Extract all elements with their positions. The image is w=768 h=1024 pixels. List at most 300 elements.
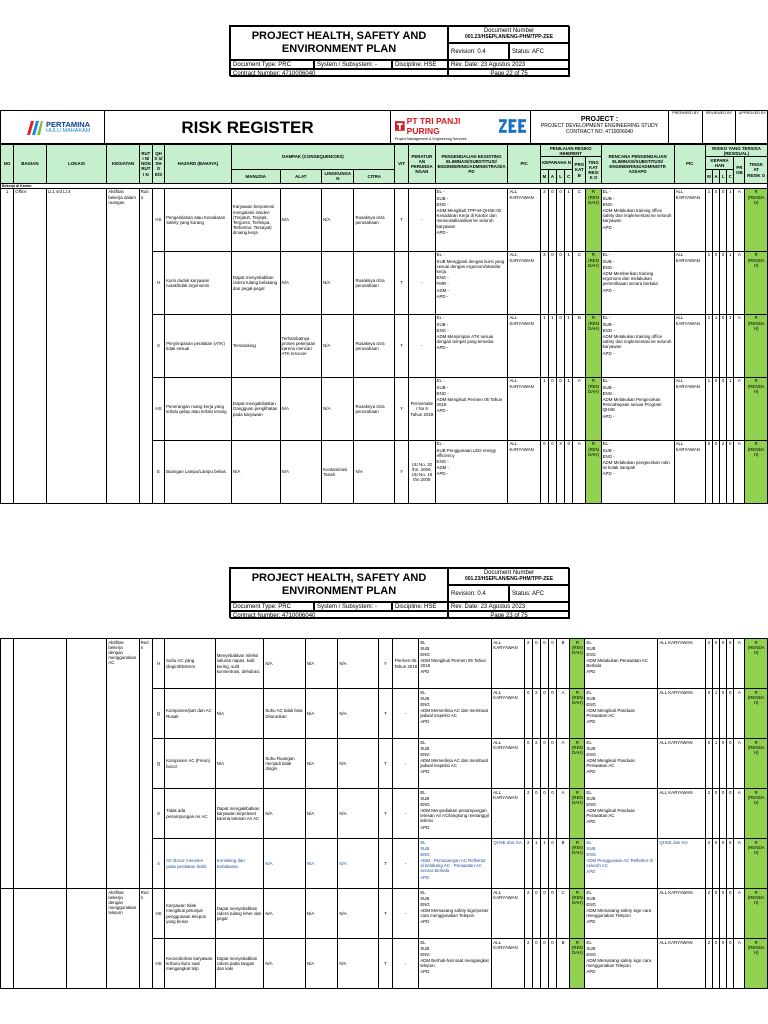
contract-number: Contract Number: 4710006040	[230, 611, 448, 620]
cell-pengendalian-line: SUB	[420, 895, 430, 901]
cell-risk-level: R (RENDAH)	[570, 689, 585, 739]
cell-residual-rp: A	[734, 188, 745, 251]
cell-rencana-line: EL	[586, 839, 592, 845]
cell-score-p: A	[557, 689, 570, 739]
cell-rencana	[585, 939, 658, 989]
cell-manusia: Dapat mengakibatkan Gangguan penglihatan pada karyawan	[231, 377, 280, 440]
col-rm: M	[705, 169, 712, 183]
contractor-logo	[391, 111, 531, 145]
discipline: Discipline: HSE	[392, 602, 448, 611]
cell-residual-level: R (RENDAH)	[745, 939, 768, 989]
cell-rencana-line: APD	[586, 969, 596, 975]
cell-qhse: HS	[152, 939, 164, 989]
cell-lingkungan: N/A	[305, 689, 337, 739]
pertamina-logo	[1, 111, 105, 145]
cell-qhse: H	[152, 251, 164, 314]
cell-residual-rm: 2	[705, 639, 712, 689]
cell-peraturan: -	[409, 188, 435, 251]
cell-rencana-line: ADM Memasang safety sign cara menggunakan Telepon	[586, 908, 652, 919]
project-info	[531, 111, 669, 145]
risk-row	[1, 639, 768, 689]
cell-pengendalian-line: APD -	[436, 471, 449, 477]
cell-pengendalian	[419, 739, 492, 789]
cell-pengendalian-line: EL	[420, 939, 426, 945]
cell-score-a: 0	[532, 789, 540, 839]
cell-residual-ra: 1	[713, 689, 720, 739]
col-lingkungan: LINGKUNGA N	[322, 169, 354, 183]
cell-lingkungan: N/A	[305, 739, 337, 789]
cell-score-l: 0	[557, 314, 565, 377]
cell-pic2: ALL KARYAWAN	[674, 251, 705, 314]
cell-rencana-line: APD -	[602, 350, 615, 356]
cell-vit: T	[378, 939, 392, 989]
cell-alat: N/A	[264, 789, 306, 839]
risk-table-page-22	[0, 144, 768, 504]
cell-rencana	[601, 251, 674, 314]
cell-score-p: A	[557, 739, 570, 789]
cell-pengendalian-line: APD	[420, 919, 430, 925]
doc-number: 001.23/HSEPLAN/ENG-PHM/TPP-ZEE	[464, 575, 554, 582]
doc-type: Document Type: PRC	[230, 602, 314, 611]
cell-residual-rp: A	[734, 889, 745, 939]
cell-score-c: 1	[565, 251, 573, 314]
cell-lokasi: Lt.1 s/d Lt.4	[46, 188, 107, 503]
cell-score-l: 0	[557, 377, 565, 440]
cell-score-a: 2	[532, 739, 540, 789]
cell-residual-ra: 0	[713, 789, 720, 839]
cell-manusia: Dapat menyebabkan cidera tulang leher dan pegal	[215, 889, 264, 939]
col-manusia: MANUSIA	[231, 169, 280, 183]
doc-type: Document Type: PRC	[230, 60, 314, 69]
cell-manusia: Karyawan berpotensi mengalami insiden (Terjatuh, Terjepit, Tergores, Tertimpa, Terbentur, Tersayat) dinaing kerja	[231, 188, 280, 251]
register-banner	[0, 110, 768, 144]
cell-pengendalian	[419, 839, 492, 889]
col-rencana: RENCANA PENGENDALIAN ELIMINASI/SUBSTITUSI/ ENGINEERING/ADMINISTR ASI/APD	[601, 145, 674, 184]
cell-rencana-line: ENG -	[602, 390, 615, 396]
cell-kegiatan: Aktifitas bekerja dalam ruangan	[107, 188, 139, 503]
cell-pengendalian-line: ADM - Pemasangan AC Reflektor di belakang AC - Perawatan AC secara berkala	[420, 858, 486, 874]
cell-residual-ra: 0	[713, 440, 720, 503]
cell-risk-level: R (RENDAH)	[570, 639, 585, 689]
cell-residual-rl: 0	[720, 889, 727, 939]
doc-header-page-23	[229, 567, 569, 618]
cell-rencana	[585, 639, 658, 689]
cell-peraturan: -	[393, 839, 419, 889]
col-a: A	[548, 169, 556, 183]
cell-score-p: A	[573, 377, 586, 440]
cell-no	[1, 639, 14, 889]
cell-pengendalian-line: ADM Mengikuti TPP-M-QHSE-02 Kesadaran Kerja di Kantor dan mensosialisasikan ke seluruh karyawan	[436, 208, 502, 229]
cell-risk-level: R (RENDAH)	[586, 188, 601, 251]
contractor-sub: Project Management & Engineering Services	[395, 137, 467, 141]
cell-rencana	[601, 377, 674, 440]
cell-residual-rc: 0	[727, 939, 734, 989]
cell-residual-rc: 1	[727, 314, 734, 377]
cell-score-l: 0	[540, 689, 548, 739]
col-ra: A	[713, 169, 720, 183]
cell-score-c: 1	[565, 188, 573, 251]
cell-pic2: ALL KARYAWAN	[658, 739, 706, 789]
cell-peraturan: -	[393, 939, 419, 989]
col-peraturan: PERATUR AN PERUNDA NGAN	[409, 145, 435, 184]
cell-lingkungan: N/A	[322, 251, 354, 314]
col-m: M	[540, 169, 548, 183]
cell-qhse: S	[152, 839, 164, 889]
approved-by: APPROVED BY	[738, 111, 767, 115]
cell-residual-rl: 0	[720, 251, 727, 314]
cell-rencana-line: ADM Melakukan training office safety dan implementasi ke seluruh karyawan	[602, 208, 672, 224]
cell-rencana-line: ADM Mengikuti Panduan Perawatan AC	[586, 808, 635, 819]
cell-residual-level: R (RENDAH)	[745, 314, 768, 377]
cell-residual-rl: 0	[720, 739, 727, 789]
cell-hazard: Buangan Lampu/Lampu bekas	[165, 440, 232, 503]
pertamina-icon	[25, 121, 43, 135]
cell-pengendalian-line: ENG	[420, 701, 430, 707]
discipline: Discipline: HSE	[392, 60, 448, 69]
cell-rencana-line: ENG -	[602, 201, 615, 207]
cell-hazard: Suhu AC yang dingin/Ekstrem	[165, 639, 216, 689]
cell-score-m: 2	[524, 939, 532, 989]
cell-residual-level: R (RENDAH)	[745, 839, 768, 889]
cell-pengendalian	[435, 251, 508, 314]
cell-score-l: 0	[540, 889, 548, 939]
cell-rencana-line: EL -	[602, 378, 611, 384]
cell-vit: Y	[395, 440, 409, 503]
risk-rows-page-23	[1, 639, 768, 989]
cell-rutin: Rutin	[139, 188, 152, 503]
cell-manusia: Dapat mengakibatkan karyawan terpeleset karena tetesan Air AC	[215, 789, 264, 839]
cell-pengendalian-line: ADM Menyimpan ATK sesuai dengan tempat yang tersedia	[436, 334, 494, 345]
col-penilaian: PENILAIAN RESIKO INHERENT	[540, 145, 601, 157]
cell-rencana-line: APD -	[602, 471, 615, 477]
col-keparahan: KEPARAHA N	[540, 157, 572, 169]
cell-residual-rm: 1	[705, 188, 712, 251]
cell-score-c: 0	[548, 889, 556, 939]
cell-score-p: A	[573, 440, 586, 503]
cell-rencana-line: SUB -	[602, 195, 615, 201]
cell-pengendalian-line: ENG	[420, 751, 430, 757]
cell-rencana-line: ADM Melakukan pengecekan rutin isi kotak sampah	[602, 460, 670, 471]
cell-residual-ra: 0	[713, 639, 720, 689]
cell-bagian	[14, 889, 67, 989]
cell-rencana-line: ENG	[586, 651, 596, 657]
cell-citra: N/A	[338, 739, 379, 789]
risk-table-page-23	[0, 638, 768, 989]
cell-residual-level: R (RENDAH)	[745, 440, 768, 503]
cell-residual-rp: A	[734, 839, 745, 889]
cell-pic: ALL KARYAWAN	[492, 689, 524, 739]
cell-residual-rm: 1	[705, 314, 712, 377]
cell-residual-rl: 0	[720, 639, 727, 689]
cell-score-c: 0	[548, 689, 556, 739]
cell-score-c: 0	[548, 639, 556, 689]
cell-residual-rc: 0	[727, 789, 734, 839]
cell-score-a: 0	[532, 639, 540, 689]
cell-pic2: ALL KARYAWAN	[674, 440, 705, 503]
cell-score-l: 3	[557, 440, 565, 503]
cell-score-a: 2	[532, 689, 540, 739]
cell-alat: Terhambatnya proses pekerjaan karena mencari ATK tercecer	[280, 314, 322, 377]
cell-rencana	[601, 440, 674, 503]
cell-vit: T	[378, 689, 392, 739]
doc-number-label: Document Number	[483, 28, 535, 34]
cell-pengendalian	[435, 188, 508, 251]
cell-score-c: 0	[548, 839, 556, 889]
cell-score-l: 1	[540, 839, 548, 889]
cell-score-a: 1	[548, 314, 556, 377]
cell-residual-ra: 0	[713, 889, 720, 939]
cell-lingkungan: N/A	[322, 188, 354, 251]
cell-pengendalian-line: ENG -	[436, 201, 449, 207]
cell-peraturan: -	[393, 739, 419, 789]
doc-number: 001.23/HSEPLAN/ENG-PHM/TPP-ZEE	[464, 33, 554, 40]
cell-score-a: 0	[548, 251, 556, 314]
cell-pengendalian-line: APD -	[436, 229, 449, 235]
cell-rencana-line: APD -	[602, 224, 615, 230]
cell-residual-rm: 2	[705, 839, 712, 889]
cell-rencana-line: SUB -	[602, 384, 615, 390]
cell-pengendalian	[419, 939, 492, 989]
contract-number: Contract Number: 4710006040	[230, 69, 448, 78]
cell-pengendalian-line: APD	[420, 874, 430, 880]
cell-rencana-line: EL -	[602, 252, 611, 258]
cell-pengendalian-line: ENG -	[436, 390, 449, 396]
cell-pic: ALL KARYAWAN	[508, 314, 540, 377]
cell-residual-rc: 1	[727, 188, 734, 251]
cell-no	[1, 889, 14, 989]
risk-row	[1, 188, 768, 251]
cell-residual-ra: 0	[713, 188, 720, 251]
cell-residual-rc: 0	[727, 440, 734, 503]
cell-rencana	[585, 839, 658, 889]
cell-lingkungan: N/A	[305, 839, 337, 889]
cell-pengendalian	[419, 639, 492, 689]
cell-citra: N/A	[338, 939, 379, 989]
cell-residual-rc: 0	[727, 689, 734, 739]
cell-rencana-line: APD	[586, 769, 596, 775]
cell-score-m: 2	[524, 639, 532, 689]
project-label: PROJECT :	[580, 116, 619, 123]
doc-number-label: Document Number	[483, 570, 535, 576]
col-residual: RISIKO YANG TERSISA (RESIDUAL)	[705, 145, 767, 157]
cell-rencana-line: ENG	[586, 751, 596, 757]
cell-rencana-line: ENG -	[602, 453, 615, 459]
rev-date: Rev. Date: 23 Agustus 2023	[448, 60, 570, 69]
cell-residual-rl: 0	[720, 839, 727, 889]
cell-pic: QHSE dan GA	[492, 839, 524, 889]
cell-rencana-line: EL	[586, 939, 592, 945]
cell-score-c: 1	[565, 377, 573, 440]
col-rutin: RUTI N/ NON RUTI N	[139, 145, 152, 184]
cell-residual-rm: 2	[705, 789, 712, 839]
cell-score-m: 1	[540, 314, 548, 377]
cell-citra: N/A	[338, 789, 379, 839]
col-tingkat: TING KAT RESIK O	[586, 157, 601, 183]
cell-score-l: 0	[540, 939, 548, 989]
cell-pengendalian-line: APD	[420, 969, 430, 975]
col-pic: PIC	[508, 145, 540, 184]
cell-citra: Rusaknya citra perusahaan	[354, 314, 395, 377]
cell-residual-rm: 0	[705, 689, 712, 739]
col-bagian: BAGIAN	[14, 145, 46, 184]
project-name: PROJECT DEVELOPMENT ENGINEERING STUDY	[540, 123, 659, 129]
cell-residual-rl: 0	[720, 939, 727, 989]
cell-pengendalian-line: ADM Mengikuti Permen 05 Tahun 2018	[420, 658, 486, 669]
cell-score-p: B	[557, 939, 570, 989]
cell-pengendalian-line: SUB	[420, 695, 430, 701]
cell-score-c: 0	[548, 739, 556, 789]
cell-residual-rl: 0	[720, 188, 727, 251]
col-keparahan2: KEPARA HAN	[705, 157, 733, 169]
cell-residual-rm: 0	[705, 739, 712, 789]
risk-row	[1, 889, 768, 939]
cell-pengendalian-line: ADM Memeriksa AC dan membuat jadwal inspeksi AC	[420, 758, 488, 769]
cell-pengendalian-line: ENG -	[436, 275, 449, 281]
cell-residual-level: R (RENDAH)	[745, 889, 768, 939]
cell-qhse: HS	[152, 377, 164, 440]
cell-rencana-line: EL	[586, 689, 592, 695]
cell-pic: ALL KARYAWAN	[492, 939, 524, 989]
cell-rencana-line: APD	[586, 669, 596, 675]
col-rl: L	[720, 169, 727, 183]
cell-residual-rp: A	[734, 440, 745, 503]
cell-score-c: 0	[565, 440, 573, 503]
cell-qhse: Q	[152, 739, 164, 789]
cell-residual-rm: 0	[705, 440, 712, 503]
cell-qhse: Q	[152, 689, 164, 739]
cell-score-p: A	[557, 789, 570, 839]
cell-pengendalian-line: EL	[420, 639, 426, 645]
cell-risk-level: R (RENDAH)	[570, 939, 585, 989]
cell-residual-rl: 0	[720, 314, 727, 377]
cell-pengendalian-line: SUB	[420, 645, 430, 651]
cell-pic: ALL KARYAWAN	[492, 639, 524, 689]
cell-rencana-line: SUB	[586, 795, 596, 801]
cell-score-m: 1	[540, 377, 548, 440]
cell-manusia: N/A	[231, 440, 280, 503]
cell-vit: Y	[395, 377, 409, 440]
cell-residual-level: R (RENDAH)	[745, 639, 768, 689]
cell-pengendalian-line: EL	[420, 789, 426, 795]
cell-qhse: HS	[152, 188, 164, 251]
cell-risk-level: R (RENDAH)	[586, 377, 601, 440]
cell-risk-level: R (RENDAH)	[570, 889, 585, 939]
cell-rencana-line: APD	[586, 869, 596, 875]
system: System / Subsystem: -	[314, 60, 392, 69]
cell-kegiatan: Aktifitas bekerja dengan menggunakan telepon	[107, 889, 139, 989]
cell-peraturan: -	[409, 251, 435, 314]
cell-vit: T	[395, 314, 409, 377]
cell-residual-rm: 1	[705, 377, 712, 440]
cell-rencana-line: APD -	[602, 287, 615, 293]
cell-rencana-line: SUB	[586, 895, 596, 901]
cell-residual-ra: 1	[713, 739, 720, 789]
cell-qhse: S	[152, 789, 164, 839]
cell-rencana-line: ADM Mengikuti Panduan Perawatan AC	[586, 708, 635, 719]
status: Status: AFC	[509, 43, 570, 60]
cell-pengendalian-line: APD -	[436, 408, 449, 414]
cell-risk-level: R (RENDAH)	[570, 839, 585, 889]
cell-score-m: 2	[524, 789, 532, 839]
cell-pengendalian-line: APD -	[436, 345, 449, 351]
cell-hazard: Kursi duduk karyawan rusak/tidak ergonomis	[165, 251, 232, 314]
reviewed-by: REVIEWED BY	[703, 111, 736, 145]
cell-vit: T	[395, 188, 409, 251]
cell-residual-rp: A	[734, 377, 745, 440]
cell-residual-ra: 0	[713, 377, 720, 440]
cell-pengendalian-line: ENG	[420, 651, 430, 657]
cell-score-l: 0	[540, 639, 548, 689]
cell-citra: N/A	[338, 889, 379, 939]
col-dampak: DAMPAK (CONSEQUENCIES)	[231, 145, 394, 170]
cell-qhse: E	[152, 440, 164, 503]
risk-register-page-23	[0, 638, 768, 1024]
cell-pengendalian-line: EL	[420, 889, 426, 895]
cell-pengendalian-line: FMR -	[436, 281, 449, 287]
cell-peraturan: -	[393, 789, 419, 839]
cell-residual-rc: 1	[727, 251, 734, 314]
cell-citra: Rusaknya citra perusahaan	[354, 251, 395, 314]
col-citra: CITRA	[354, 169, 395, 183]
cell-pic2: ALL KARYAWAN	[658, 889, 706, 939]
cell-citra: Rusaknya citra perusahaan	[354, 377, 395, 440]
cell-residual-rl: 2	[720, 440, 727, 503]
status: Status: AFC	[509, 585, 570, 602]
cell-citra: N/A	[338, 639, 379, 689]
col-prob: PRO KAT B	[573, 157, 586, 183]
cell-residual-rl: 0	[720, 377, 727, 440]
cell-pengendalian-line: ADM Mengikuti Permen 05 Tahun 2018	[436, 397, 503, 408]
cell-rencana-line: APD	[586, 819, 596, 825]
cell-rencana	[585, 739, 658, 789]
cell-residual-rc: 0	[727, 639, 734, 689]
cell-rencana-line: ADM Memasang safety sign cara menggunakan Telepon	[586, 958, 652, 969]
cell-alat: N/A	[280, 188, 322, 251]
cell-rencana-line: APD -	[602, 413, 615, 419]
cell-rencana-line: APD	[586, 919, 596, 925]
cell-pengendalian	[419, 889, 492, 939]
cell-rencana-line: EL	[586, 889, 592, 895]
cell-pengendalian-line: ADM Memasang safety sign/poster cara menggunakan Telepon	[420, 908, 489, 919]
col-prob2: PR OB	[734, 157, 745, 183]
pertamina-name: PERTAMINA	[46, 120, 91, 130]
cell-rencana-line: ADM Mengikuti Panduan Perawatan AC	[586, 758, 635, 769]
cell-residual-rc: 0	[727, 889, 734, 939]
cell-rencana-line: APD	[586, 719, 596, 725]
cell-pic2: ALL KARYAWAN	[658, 789, 706, 839]
cell-manusia: Dapat menyebabkan cidera tulang belakang dan pegal-pegal	[231, 251, 280, 314]
cell-pengendalian-line: ADM Berhati-hati saat mengangkat telepon	[420, 958, 489, 969]
cell-rencana-line: EL	[586, 739, 592, 745]
cell-citra: N/A	[338, 689, 379, 739]
cell-residual-rl: 0	[720, 689, 727, 739]
contractor-name: PT TRI PANJI PURING	[406, 116, 461, 136]
cell-score-a: 0	[548, 377, 556, 440]
cell-pengendalian-line: ADM Menyediakan penampungan tetesan Air AC/langsung menanggil teknisi	[420, 808, 489, 824]
cell-rencana	[601, 188, 674, 251]
cell-score-p: C	[557, 889, 570, 939]
cell-pengendalian-line: SUB Penggunaan LED energy efficiency	[436, 447, 497, 458]
cell-risk-level: R (RENDAH)	[570, 739, 585, 789]
cell-manusia: N/A	[215, 689, 264, 739]
cell-score-m: 3	[540, 251, 548, 314]
cell-rencana-line: ENG -	[602, 327, 615, 333]
cell-residual-rl: 0	[720, 789, 727, 839]
cell-rencana	[585, 889, 658, 939]
cell-pic2: ALL KARYAWAN	[674, 314, 705, 377]
cell-hazard: Karyawan tidak mengikuti petunjuk penggunaan telepon yang benar	[165, 889, 216, 939]
cell-rencana-line: SUB	[586, 695, 596, 701]
